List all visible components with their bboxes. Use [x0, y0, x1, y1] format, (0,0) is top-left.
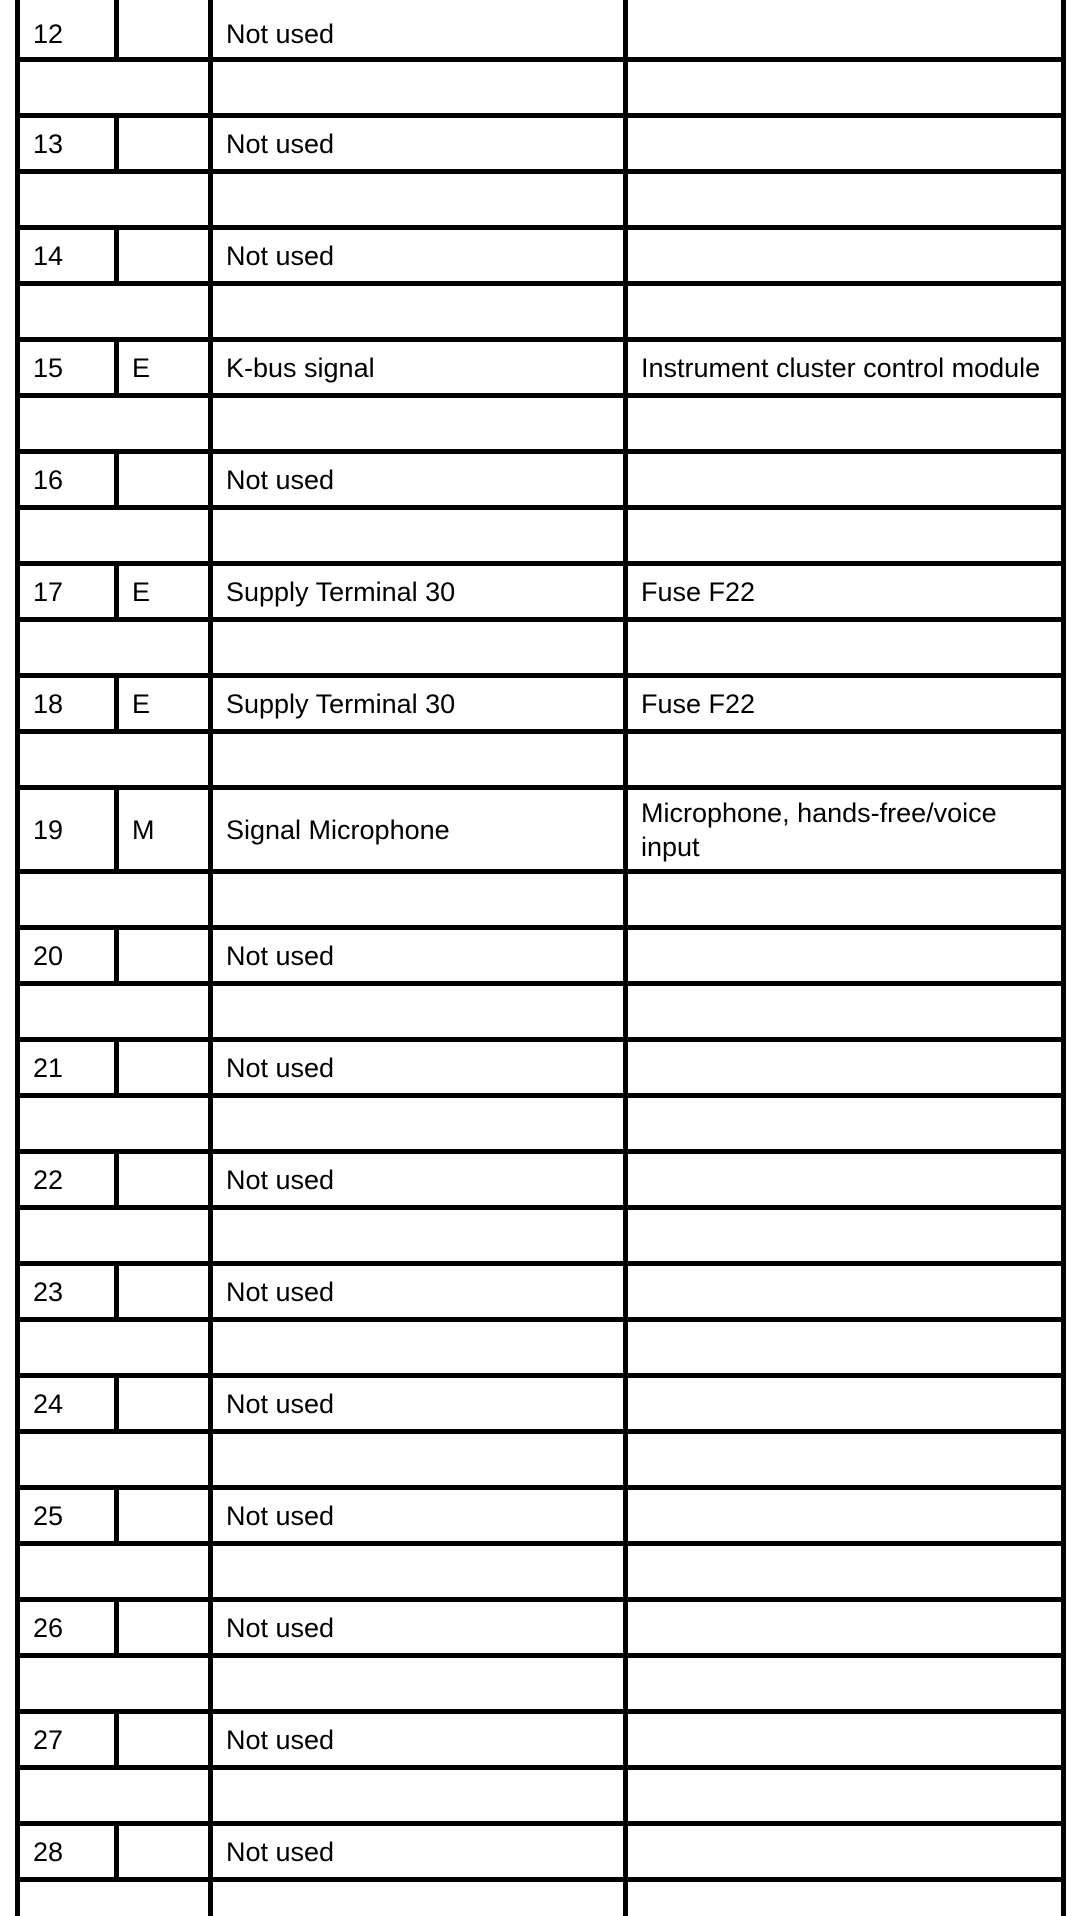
row-group — [20, 566, 1061, 678]
spacer-cell — [628, 1098, 1061, 1149]
spacer-cell — [213, 510, 628, 561]
spacer-row — [20, 62, 1061, 118]
component-cell — [628, 930, 1061, 981]
component-cell: Instrument cluster control module — [641, 352, 1041, 383]
pin-cell: 28 — [20, 1826, 119, 1877]
spacer-row — [20, 1098, 1061, 1154]
spacer-cell — [213, 174, 628, 225]
code-cell — [119, 0, 213, 57]
pin-cell: 27 — [20, 1714, 119, 1765]
table-row — [20, 1602, 1061, 1658]
component-cell: Microphone, hands-free/voice input — [641, 797, 997, 862]
description-cell: Not used — [213, 454, 628, 505]
component-cell — [628, 1826, 1061, 1877]
pin-cell: 22 — [20, 1154, 119, 1205]
spacer-cell — [628, 874, 1061, 925]
spacer-cell — [628, 398, 1061, 449]
description-cell: Not used — [213, 1378, 628, 1429]
description-cell: Not used — [213, 1154, 628, 1205]
spacer-cell — [628, 1658, 1061, 1709]
description-cell: Not used — [213, 1602, 628, 1653]
code-cell — [119, 1714, 213, 1765]
spacer-cell — [213, 1770, 628, 1821]
spacer-cell — [628, 734, 1061, 785]
spacer-cell — [628, 986, 1061, 1037]
table-row — [20, 566, 1061, 622]
spacer-cell — [213, 1434, 628, 1485]
table-row — [20, 1378, 1061, 1434]
pin-cell: 24 — [20, 1378, 119, 1429]
spacer-row — [20, 734, 1061, 790]
spacer-row — [20, 1322, 1061, 1378]
code-cell: M — [119, 790, 213, 869]
code-cell — [119, 118, 213, 169]
pin-cell: 25 — [20, 1490, 119, 1541]
spacer-cell — [213, 1322, 628, 1373]
row-group — [20, 342, 1061, 454]
pin-cell: 20 — [20, 930, 119, 981]
pin-cell: 23 — [20, 1266, 119, 1317]
component-cell: Fuse F22 — [641, 576, 756, 607]
table-row — [20, 230, 1061, 286]
code-cell: E — [119, 678, 213, 729]
spacer-cell — [628, 286, 1061, 337]
description-cell: Supply Terminal 30 — [213, 566, 628, 617]
spacer-row — [20, 174, 1061, 230]
spacer-cell — [20, 286, 213, 337]
description-cell: Not used — [213, 230, 628, 281]
description-cell: Not used — [213, 1042, 628, 1093]
spacer-cell — [20, 1434, 213, 1485]
code-cell — [119, 930, 213, 981]
description-cell: Not used — [213, 1266, 628, 1317]
table-row — [20, 1490, 1061, 1546]
pin-cell: 21 — [20, 1042, 119, 1093]
code-cell — [119, 1378, 213, 1429]
spacer-cell — [20, 1210, 213, 1261]
row-group — [20, 0, 1061, 118]
spacer-cell — [20, 1098, 213, 1149]
spacer-cell — [628, 1434, 1061, 1485]
spacer-cell — [213, 62, 628, 113]
component-cell — [628, 1602, 1061, 1653]
spacer-cell — [628, 62, 1061, 113]
spacer-cell — [20, 622, 213, 673]
spacer-cell — [20, 1770, 213, 1821]
pin-cell: 14 — [20, 230, 119, 281]
row-group — [20, 230, 1061, 342]
code-cell — [119, 230, 213, 281]
pin-cell: 13 — [20, 118, 119, 169]
row-group — [20, 118, 1061, 230]
spacer-row — [20, 1434, 1061, 1490]
spacer-cell — [20, 734, 213, 785]
component-cell: Fuse F22 — [641, 688, 756, 719]
table-row — [20, 1714, 1061, 1770]
spacer-cell — [20, 174, 213, 225]
spacer-cell — [213, 874, 628, 925]
table-row — [20, 118, 1061, 174]
spacer-cell — [628, 510, 1061, 561]
spacer-cell — [213, 1098, 628, 1149]
code-cell: E — [119, 342, 213, 393]
description-cell: K-bus signal — [213, 342, 628, 393]
code-cell — [119, 1602, 213, 1653]
component-cell — [628, 454, 1061, 505]
spacer-cell — [628, 1770, 1061, 1821]
table-row — [20, 1266, 1061, 1322]
code-cell — [119, 454, 213, 505]
row-group — [20, 1714, 1061, 1826]
description-cell: Not used — [213, 930, 628, 981]
description-cell: Supply Terminal 30 — [213, 678, 628, 729]
pin-assignment-table — [15, 0, 1066, 1916]
description-cell: Not used — [213, 0, 628, 57]
spacer-cell — [213, 1882, 628, 1916]
code-cell — [119, 1826, 213, 1877]
spacer-row — [20, 1658, 1061, 1714]
spacer-row — [20, 1770, 1061, 1826]
spacer-cell — [20, 1322, 213, 1373]
description-cell: Not used — [213, 1826, 628, 1877]
description-cell: Not used — [213, 1714, 628, 1765]
code-cell — [119, 1154, 213, 1205]
spacer-cell — [213, 986, 628, 1037]
spacer-cell — [213, 1658, 628, 1709]
spacer-cell — [20, 874, 213, 925]
table-row — [20, 790, 1061, 874]
spacer-cell — [628, 1210, 1061, 1261]
code-cell — [119, 1042, 213, 1093]
spacer-cell — [213, 1546, 628, 1597]
spacer-cell — [20, 1546, 213, 1597]
spacer-row — [20, 1882, 1061, 1916]
spacer-row — [20, 286, 1061, 342]
row-group — [20, 678, 1061, 790]
spacer-cell — [20, 986, 213, 1037]
pin-cell: 26 — [20, 1602, 119, 1653]
code-cell — [119, 1266, 213, 1317]
component-cell — [628, 1154, 1061, 1205]
code-cell: E — [119, 566, 213, 617]
spacer-cell — [20, 398, 213, 449]
row-group — [20, 1042, 1061, 1154]
spacer-row — [20, 874, 1061, 930]
pin-cell: 12 — [20, 0, 119, 57]
row-group — [20, 1154, 1061, 1266]
row-group — [20, 1602, 1061, 1714]
spacer-cell — [20, 510, 213, 561]
row-group — [20, 1378, 1061, 1490]
spacer-cell — [20, 62, 213, 113]
component-cell — [628, 1378, 1061, 1429]
description-cell: Not used — [213, 118, 628, 169]
description-cell: Not used — [213, 1490, 628, 1541]
row-group — [20, 1826, 1061, 1916]
spacer-row — [20, 986, 1061, 1042]
component-cell — [628, 1714, 1061, 1765]
spacer-row — [20, 1210, 1061, 1266]
component-cell — [628, 1042, 1061, 1093]
component-cell — [628, 1490, 1061, 1541]
spacer-row — [20, 398, 1061, 454]
component-cell — [628, 1266, 1061, 1317]
spacer-cell — [628, 174, 1061, 225]
table-row — [20, 0, 1061, 62]
spacer-cell — [213, 286, 628, 337]
row-group — [20, 454, 1061, 566]
table-row — [20, 678, 1061, 734]
component-cell — [628, 0, 1061, 57]
description-cell: Signal Microphone — [213, 790, 628, 869]
spacer-cell — [213, 398, 628, 449]
spacer-cell — [20, 1658, 213, 1709]
table-row — [20, 1826, 1061, 1882]
table-row — [20, 1154, 1061, 1210]
spacer-row — [20, 1546, 1061, 1602]
spacer-cell — [213, 734, 628, 785]
row-group — [20, 1266, 1061, 1378]
pin-cell: 15 — [20, 342, 119, 393]
row-group — [20, 1490, 1061, 1602]
row-group — [20, 790, 1061, 930]
pin-cell: 17 — [20, 566, 119, 617]
code-cell — [119, 1490, 213, 1541]
table-row — [20, 454, 1061, 510]
spacer-cell — [20, 1882, 213, 1916]
spacer-cell — [628, 1322, 1061, 1373]
spacer-row — [20, 510, 1061, 566]
spacer-cell — [213, 1210, 628, 1261]
table-row — [20, 342, 1061, 398]
component-cell — [628, 230, 1061, 281]
spacer-cell — [628, 1546, 1061, 1597]
spacer-row — [20, 622, 1061, 678]
component-cell — [628, 118, 1061, 169]
table-row — [20, 1042, 1061, 1098]
pin-cell: 18 — [20, 678, 119, 729]
row-group — [20, 930, 1061, 1042]
spacer-cell — [213, 622, 628, 673]
pin-cell: 19 — [20, 790, 119, 869]
table-row — [20, 930, 1061, 986]
spacer-cell — [628, 622, 1061, 673]
pin-cell: 16 — [20, 454, 119, 505]
spacer-cell — [628, 1882, 1061, 1916]
